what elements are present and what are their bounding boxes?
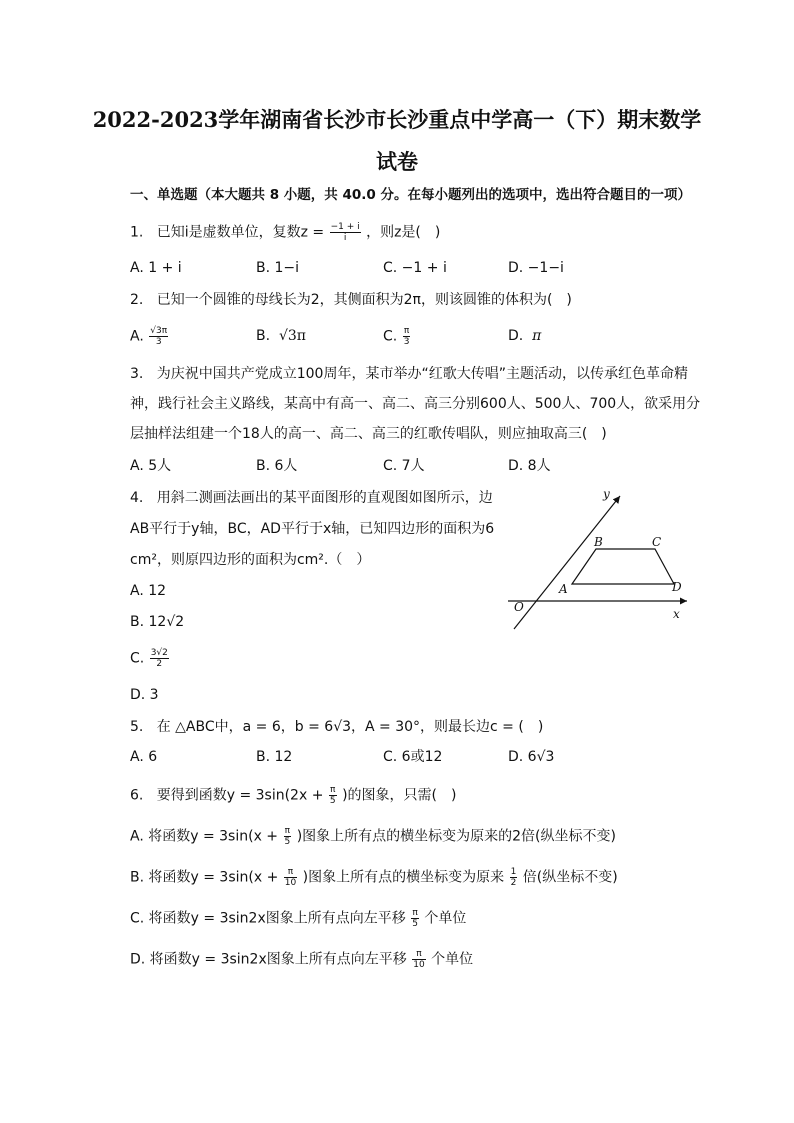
q1-option-a: A. 1 + i bbox=[130, 260, 182, 276]
label-o: O bbox=[514, 600, 524, 614]
question-number: 3. bbox=[130, 366, 144, 382]
question-4-line1: 4. 用斜二测画法画出的某平面图形的直观图如图所示，边 bbox=[130, 490, 493, 506]
q6-option-d: D. 将函数y = 3sin2x图象上所有点向左平移 $\frac{\pi}{10}$ 个单位 bbox=[130, 949, 474, 970]
label-b: B bbox=[594, 535, 603, 549]
q4-option-b: B. 12√2 bbox=[130, 614, 185, 630]
label-d: D bbox=[672, 580, 682, 594]
document-title-line2: 试卷 bbox=[376, 149, 418, 174]
q3-option-c: C. 7人 bbox=[383, 458, 425, 474]
question-number: 1. bbox=[130, 224, 144, 241]
fraction: $\frac{-1 + i}{i}$ bbox=[330, 222, 360, 243]
y-axis bbox=[514, 496, 620, 629]
question-4-line2: AB平行于y轴，BC，AD平行于x轴，已知四边形的面积为6 bbox=[130, 521, 495, 537]
question-stem-end: ，则z是( ) bbox=[366, 224, 441, 241]
q6-option-a: A. 将函数y = 3sin(x + $\frac{\pi}{5}$ )图象上所有点的横坐标变为原来的2倍(纵坐标不变) bbox=[130, 826, 616, 847]
q5-option-b: B. 12 bbox=[256, 749, 293, 765]
document-title-line1: 2022-2023学年湖南省长沙市长沙重点中学高一（下）期末数学 bbox=[92, 107, 702, 132]
label-y: y bbox=[603, 487, 610, 501]
q5-option-a: A. 6 bbox=[130, 749, 158, 765]
question-number: 4. bbox=[130, 490, 144, 506]
q5-option-d: D. 6√3 bbox=[508, 749, 555, 765]
question-5: 5. 在 △ABC中，a = 6，b = 6√3，A = 30°，则最长边c = ( ) bbox=[130, 719, 544, 735]
question-number: 5. bbox=[130, 719, 144, 735]
q4-option-a: A. 12 bbox=[130, 583, 167, 599]
q2-option-c: C. $\frac{\pi}{3}$ bbox=[383, 326, 410, 347]
section-header: 一、单选题（本大题共 8 小题，共 40.0 分。在每小题列出的选项中，选出符合题目的一项） bbox=[130, 187, 692, 203]
question-number: 6. bbox=[130, 787, 144, 804]
question-4-line3: cm²，则原四边形的面积为cm².（ ） bbox=[130, 552, 371, 568]
question-3-line1: 3. 为庆祝中国共产党成立100周年，某市举办“红歌大传唱”主题活动，以传承红色革命精 bbox=[130, 366, 688, 382]
question-6: 6. 要得到函数y = 3sin(2x + $\frac{\pi}{5}$ )的图象，只需( ) bbox=[130, 785, 457, 806]
q4-option-c: C. $\frac{3√2}{2}$ bbox=[130, 648, 168, 669]
label-a: A bbox=[559, 582, 568, 596]
question-1 bbox=[130, 222, 440, 243]
q3-option-b: B. 6人 bbox=[256, 458, 298, 474]
q1-option-d: D. −1−i bbox=[508, 260, 564, 276]
q1-option-b: B. 1−i bbox=[256, 260, 300, 276]
question-stem: 已知一个圆锥的母线长为2，其侧面积为2π，则该圆锥的体积为( ) bbox=[156, 292, 572, 308]
q4-option-d: D. 3 bbox=[130, 687, 159, 703]
question-3-line2: 神，践行社会主义路线，某高中有高一、高二、高三分别600人、500人、700人，欲采用分 bbox=[130, 396, 701, 412]
q2-option-d: D. π bbox=[508, 328, 542, 344]
q5-option-c: C. 6或12 bbox=[383, 749, 443, 765]
label-x: x bbox=[673, 607, 680, 621]
q1-option-c: C. −1 + i bbox=[383, 260, 447, 276]
q3-option-a: A. 5人 bbox=[130, 458, 172, 474]
question-stem: 已知i是虚数单位，复数z = bbox=[156, 224, 325, 241]
question-3-line3: 层抽样法组建一个18人的高一、高二、高三的红歌传唱队，则应抽取高三( ) bbox=[130, 426, 607, 442]
question-2 bbox=[130, 290, 572, 310]
q2-option-a: A. $\frac{√3\pi}{3}$ bbox=[130, 326, 168, 347]
q2-option-b: B. √3π bbox=[256, 328, 306, 344]
question-number: 2. bbox=[130, 292, 144, 308]
q3-option-d: D. 8人 bbox=[508, 458, 551, 474]
label-c: C bbox=[652, 535, 662, 549]
quadrilateral-abcd bbox=[572, 549, 674, 584]
oblique-projection-figure bbox=[500, 480, 700, 640]
q6-option-c: C. 将函数y = 3sin2x图象上所有点向左平移 $\frac{\pi}{5}$ 个单位 bbox=[130, 908, 467, 929]
q6-option-b: B. 将函数y = 3sin(x + $\frac{\pi}{10}$ )图象上所有点的横坐标变为原来 $\frac{1}{2}$ 倍(纵坐标不变) bbox=[130, 867, 618, 888]
